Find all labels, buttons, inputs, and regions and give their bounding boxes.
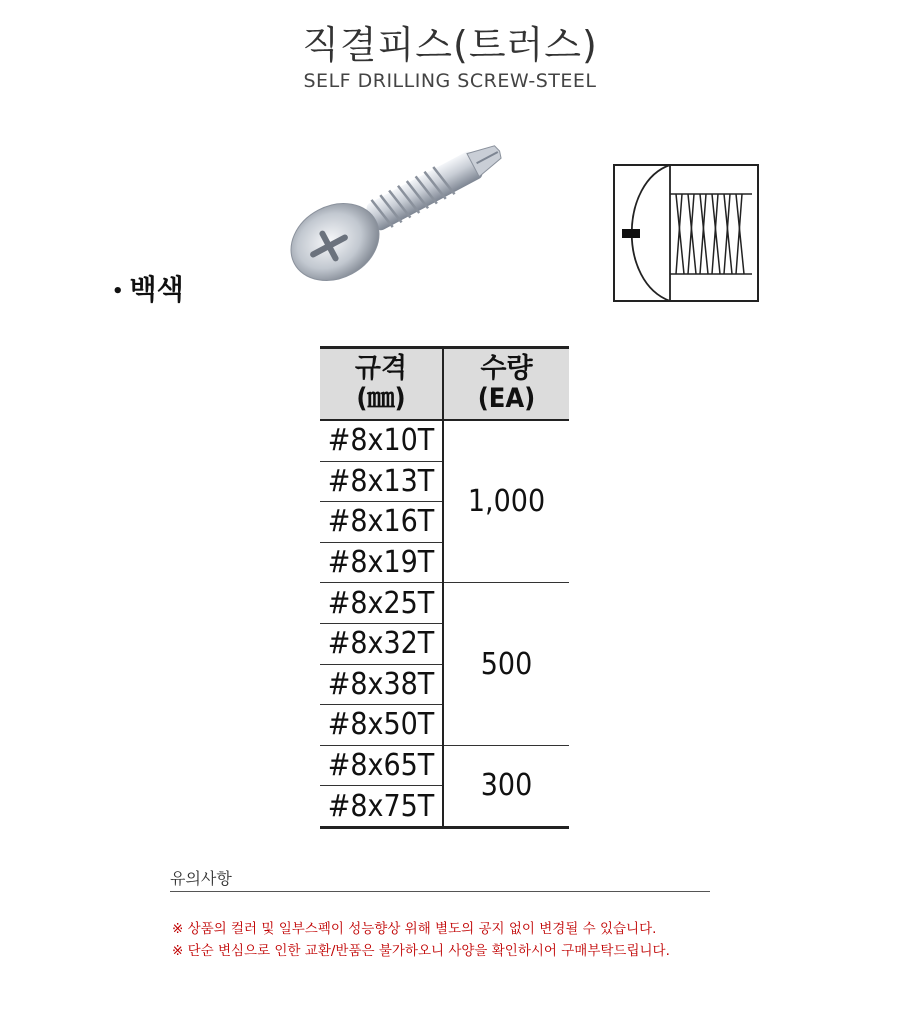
spec-cell: #8x50T [320, 705, 443, 746]
spec-cell: #8x25T [320, 583, 443, 624]
table-row [320, 745, 569, 786]
spec-cell: #8x32T [320, 623, 443, 664]
notice-line: ※ 단순 변심으로 인한 교환/반품은 불가하오니 사양을 확인하시어 구매부탁드립니다. [172, 943, 670, 959]
spec-cell: #8x13T [320, 461, 443, 502]
spec-table [320, 346, 569, 829]
table-row [320, 420, 569, 461]
table-row [320, 583, 569, 624]
qty-cell: 1,000 [443, 420, 569, 583]
qty-cell: 300 [480, 768, 533, 804]
page-title: 직결피스(트러스) [302, 23, 598, 67]
spec-cell: #8x16T [320, 502, 443, 543]
bullet-dot: • [112, 280, 124, 302]
notice-line: ※ 상품의 컬러 및 일부스펙이 성능향상 위해 별도의 공지 없이 변경될 수 있습니다. [172, 921, 657, 937]
spec-header: 규격 (㎜) [320, 348, 443, 421]
spec-cell: #8x19T [320, 542, 443, 583]
notice-divider [170, 891, 710, 892]
color-name: 백색 [129, 273, 184, 306]
screw-head-diagram [610, 162, 760, 304]
spec-cell: #8x65T [320, 745, 443, 786]
spec-cell: #8x10T [320, 420, 443, 461]
color-label [112, 268, 184, 308]
spec-cell: #8x75T [320, 786, 443, 828]
qty-cell: 500 [443, 583, 569, 745]
qty-header: 수량 (EA) [443, 348, 569, 421]
screw-product-image [275, 110, 515, 310]
spec-cell: #8x38T [320, 664, 443, 705]
page-subtitle: SELF DRILLING SCREW-STEEL [303, 70, 597, 92]
notice-title: 유의사항 [170, 869, 232, 888]
